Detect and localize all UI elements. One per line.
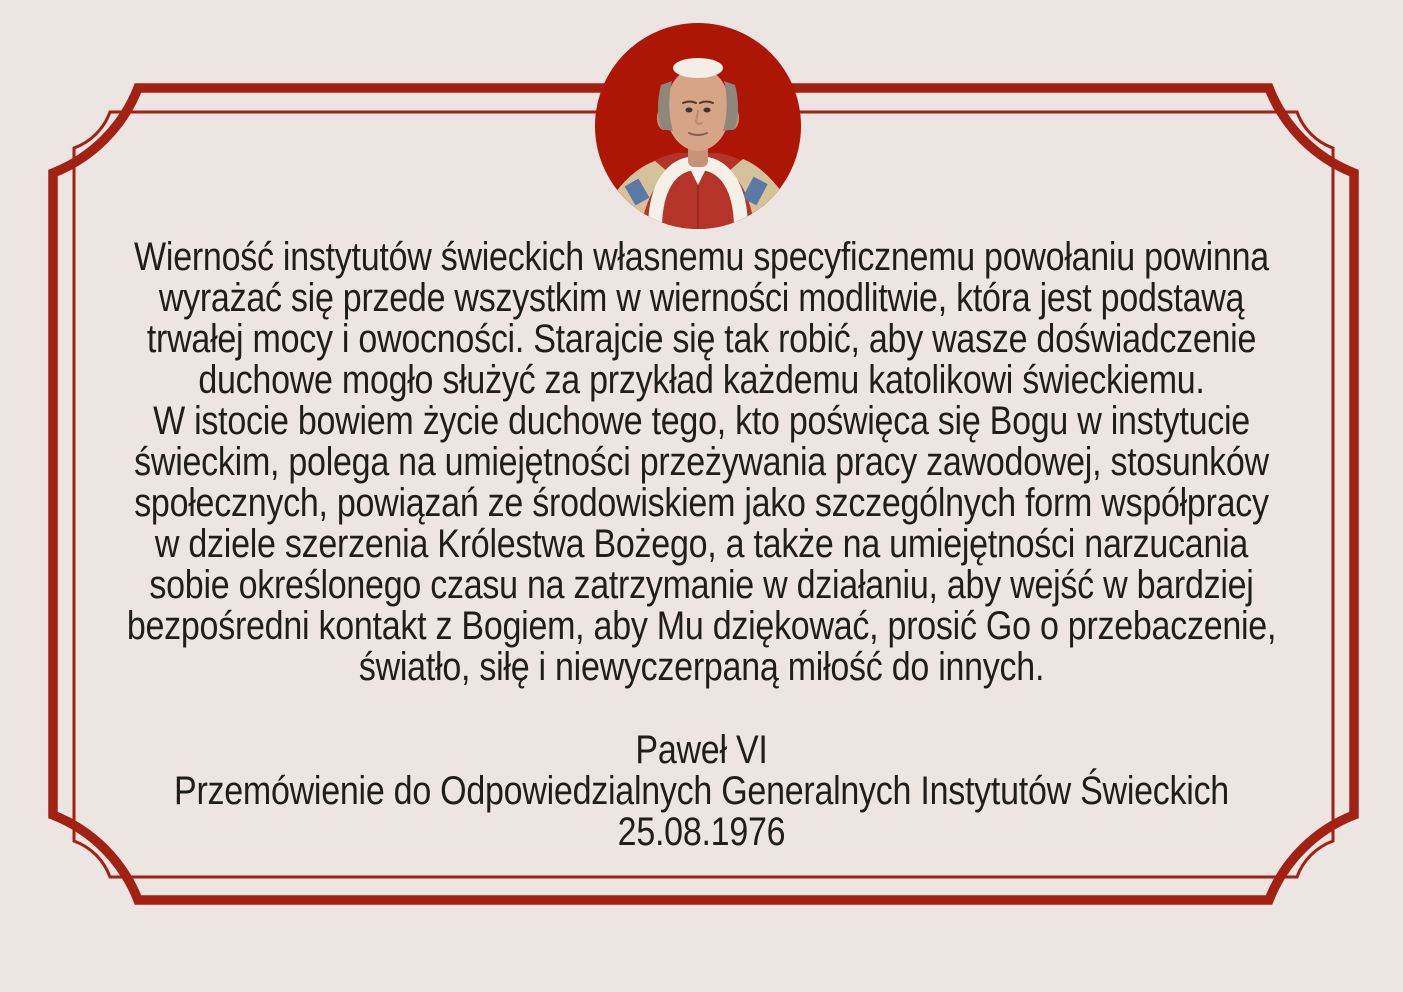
- quote-line: światło, siłę i niewyczerpaną miłość do innych.: [358, 645, 1045, 689]
- quote-text: [105, 237, 1298, 688]
- quote-line: świeckim, polega na umiejętności przeżywania pracy zawodowej, stosunków: [134, 440, 1269, 484]
- attribution: [105, 730, 1298, 853]
- attribution-author: Paweł VI: [635, 728, 768, 772]
- pope-paul-vi-portrait: [595, 23, 801, 229]
- portrait-eye-left: [686, 108, 693, 113]
- quote-line: bezpośredni kontakt z Bogiem, aby Mu dziękować, prosić Go o przebaczenie,: [126, 604, 1277, 648]
- quote-line: wyrażać się przede wszystkim w wierności modlitwie, która jest podstawą: [158, 276, 1245, 320]
- quote-line: społecznych, powiązań ze środowiskiem jako szczególnych form współpracy: [134, 481, 1269, 525]
- portrait-eye-right: [704, 108, 711, 113]
- quote-line: Wierność instytutów świeckich własnemu specyficznemu powołaniu powinna: [134, 235, 1269, 279]
- quote-line: w dziele szerzenia Królestwa Bożego, a także na umiejętności narzucania: [154, 522, 1249, 566]
- attribution-source: Przemówienie do Odpowiedzialnych Generalnych Instytutów Świeckich: [174, 769, 1229, 813]
- quote-line: duchowe mogło służyć za przykład każdemu katolikowi świeckiemu.: [198, 358, 1205, 402]
- portrait-head: [666, 67, 730, 151]
- quote-line: W istocie bowiem życie duchowe tego, kto poświęca się Bogu w instytucie: [153, 399, 1250, 443]
- attribution-date: 25.08.1976: [617, 810, 786, 854]
- portrait-zucchetto: [673, 58, 723, 78]
- quote-line: trwałej mocy i owocności. Starajcie się tak robić, aby wasze doświadczenie: [146, 317, 1257, 361]
- text-layer: [105, 237, 1298, 853]
- quote-line: sobie określonego czasu na zatrzymanie w działaniu, aby wejść w bardziej: [149, 563, 1254, 607]
- portrait-stole-icon-left-lower: [613, 204, 637, 229]
